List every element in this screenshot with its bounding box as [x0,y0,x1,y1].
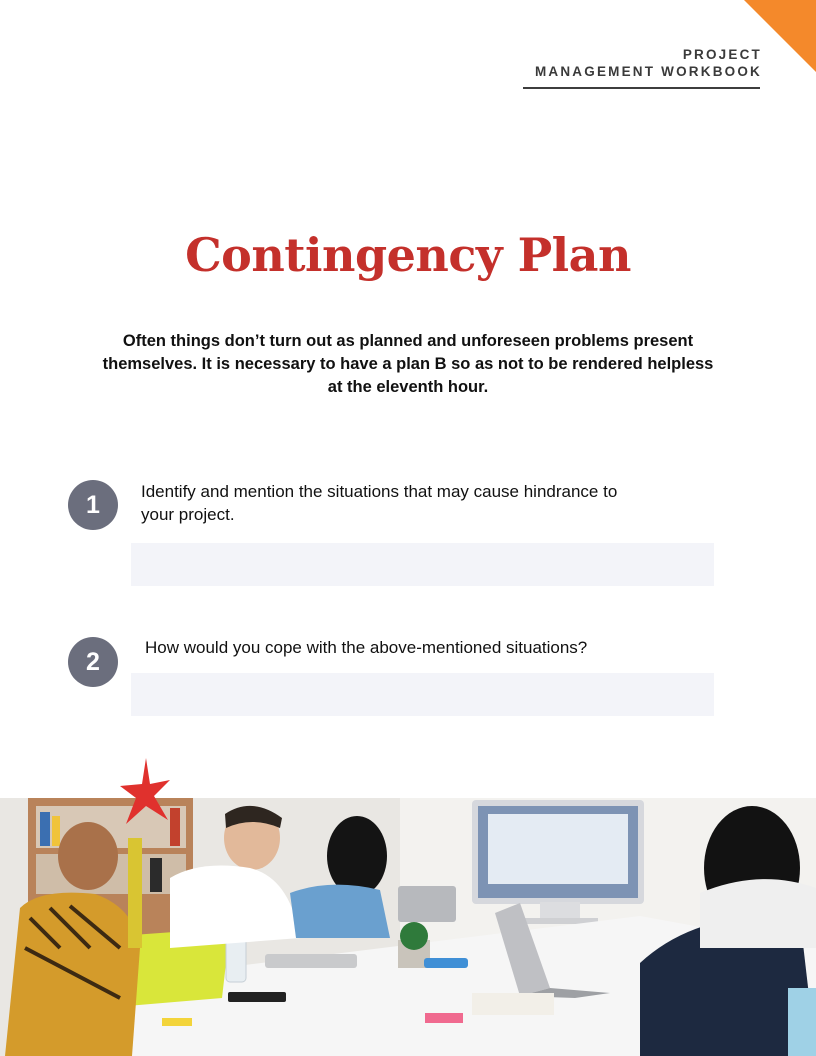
header-line-2: MANAGEMENT WORKBOOK [534,64,762,79]
page-title: Contingency Plan [185,228,631,282]
workbook-header [524,46,762,80]
question-1-badge: 1 [68,480,118,530]
question-1-answer-field[interactable] [131,543,714,586]
header-line-1: PROJECT [682,47,762,62]
question-1-text: Identify and mention the situations that may cause hindrance to your project. [141,482,618,524]
team-meeting-photo [0,798,816,1056]
meeting-photo-illustration [0,798,816,1056]
question-2-answer-field[interactable] [131,673,714,716]
question-2-text: How would you cope with the above-mentioned situations? [145,638,588,657]
red-star-decoration [118,758,174,828]
question-2-badge: 2 [68,637,118,687]
header-divider [523,87,760,89]
intro-paragraph: Often things don’t turn out as planned and unforeseen problems present themselves. It is necessary to have a plan B so as not to be rendered helpless at the eleventh hour. [102,332,714,396]
